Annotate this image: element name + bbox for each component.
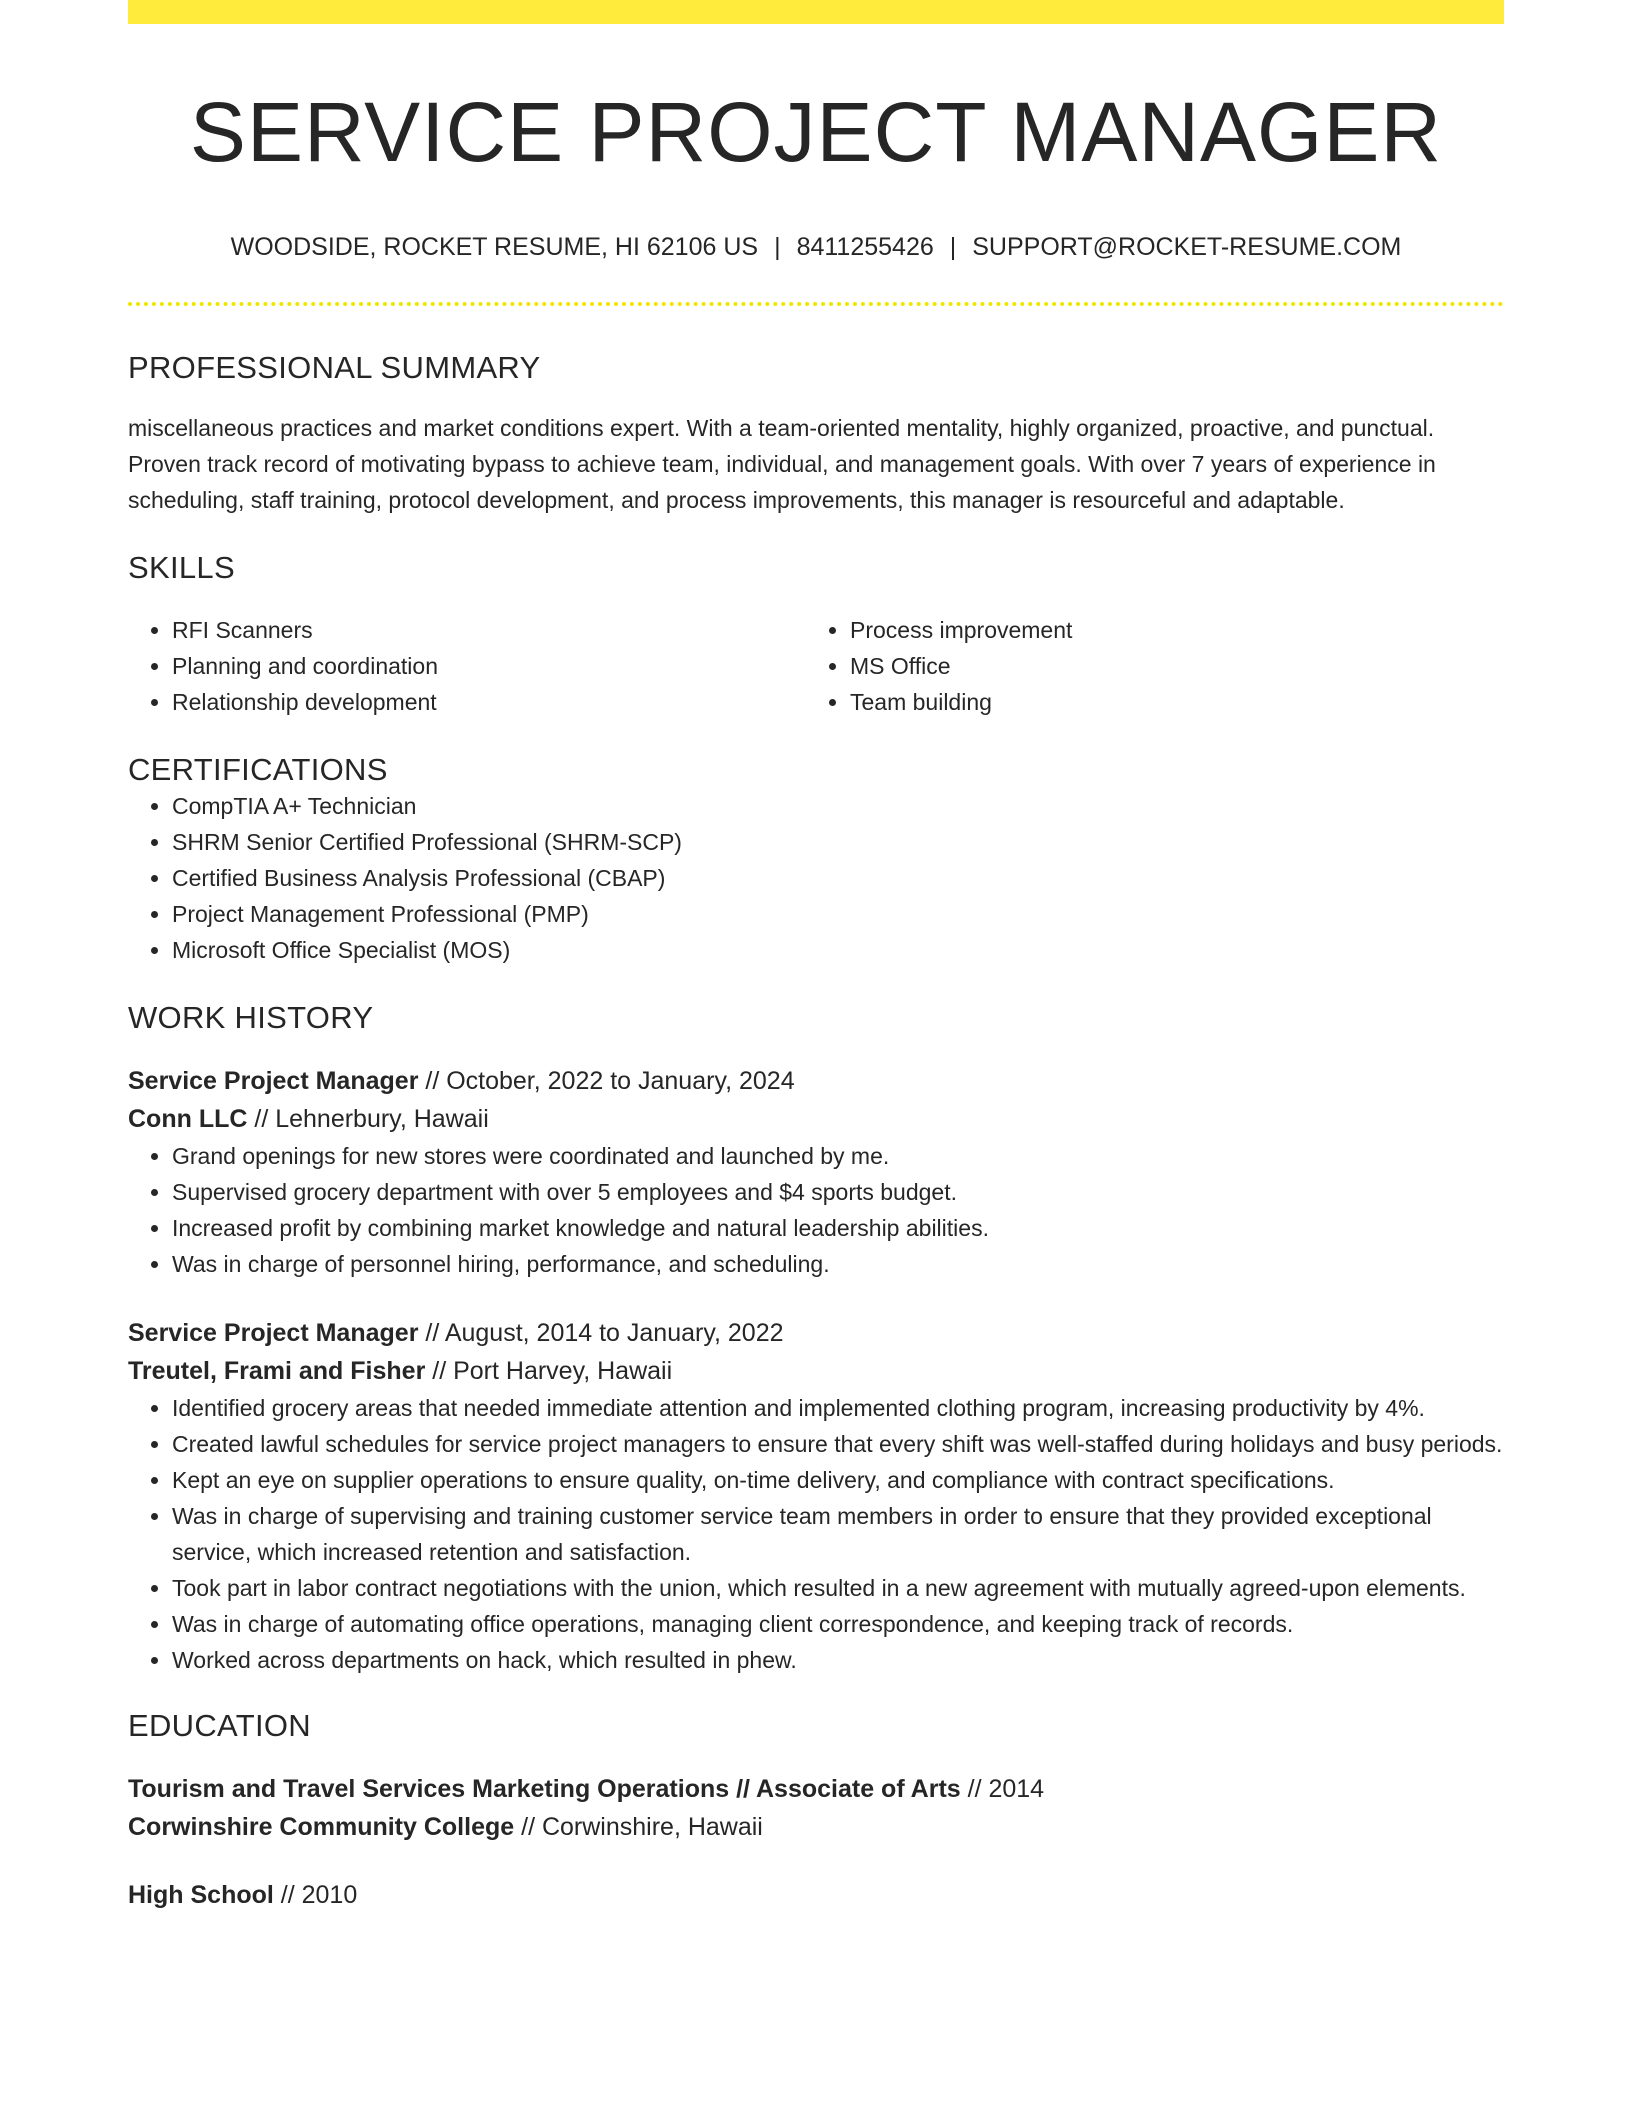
contact-separator: | [949, 232, 957, 261]
education-year: // 2014 [960, 1774, 1045, 1803]
resume-title: SERVICE PROJECT MANAGER [189, 85, 1443, 179]
job-company-line [128, 1100, 1504, 1138]
education-heading: EDUCATION [128, 1707, 311, 1743]
education-degree: Tourism and Travel Services Marketing Operations // Associate of Arts [128, 1774, 961, 1803]
skill-item: • Team building [850, 684, 1484, 720]
job-title: Service Project Manager [128, 1318, 419, 1347]
job-bullet: • Grand openings for new stores were coordinated and launched by me. [172, 1138, 1504, 1174]
summary-text: miscellaneous practices and market conditions expert. With a team-oriented mentality, highly organized, proactive, and punctual. Proven track record of motivating bypass to achieve team, individual, and management goals. With over 7 years of experience in scheduling, staff training, protocol development, and process improvements, this manager is resourceful and adaptable. [128, 414, 1436, 513]
dotted-divider [128, 302, 1504, 306]
job-company: Conn LLC [128, 1104, 248, 1133]
contact-email: SUPPORT@ROCKET-RESUME.COM [972, 232, 1402, 261]
skills-column-right [806, 612, 1484, 720]
job-bullet: • Supervised grocery department with over 5 employees and $4 sports budget. [172, 1174, 1504, 1210]
contact-phone: 8411255426 [796, 232, 934, 261]
job-dates: // August, 2014 to January, 2022 [418, 1318, 784, 1347]
contact-line [128, 233, 1504, 262]
job-dates: // October, 2022 to January, 2024 [418, 1066, 795, 1095]
contact-address: WOODSIDE, ROCKET RESUME, HI 62106 US [230, 232, 759, 261]
job-title: Service Project Manager [128, 1066, 419, 1095]
certification-item: • Microsoft Office Specialist (MOS) [172, 932, 1504, 968]
education-degree: High School [128, 1880, 274, 1909]
job-bullets [128, 1390, 1504, 1678]
education-location: // Corwinshire, Hawaii [514, 1812, 763, 1841]
certification-item: • Certified Business Analysis Professional (CBAP) [172, 860, 1504, 896]
certification-item: • CompTIA A+ Technician [172, 788, 1504, 824]
education-degree-line [128, 1770, 1504, 1808]
work-history-heading: WORK HISTORY [128, 999, 374, 1035]
skills-column-left [128, 612, 806, 720]
job-bullet: • Kept an eye on supplier operations to ensure quality, on-time delivery, and compliance with contract specifications. [172, 1462, 1504, 1498]
job-company: Treutel, Frami and Fisher [128, 1356, 426, 1385]
skill-item: • MS Office [850, 648, 1484, 684]
job-bullet: • Was in charge of supervising and training customer service team members in order to ensure that they provided exceptional service, which increased retention and satisfaction. [172, 1498, 1504, 1570]
job-title-line [128, 1314, 1504, 1352]
job-bullet: • Was in charge of automating office operations, managing client correspondence, and keeping track of records. [172, 1606, 1504, 1642]
resume-page [128, 0, 1504, 1914]
summary-heading: PROFESSIONAL SUMMARY [128, 349, 541, 385]
skill-item: • Planning and coordination [172, 648, 806, 684]
certifications-list [128, 788, 1504, 968]
education-school-line [128, 1808, 1504, 1846]
skill-item: • RFI Scanners [172, 612, 806, 648]
job-bullet: • Took part in labor contract negotiations with the union, which resulted in a new agreement with mutually agreed-upon elements. [172, 1570, 1504, 1606]
job-bullet: • Worked across departments on hack, which resulted in phew. [172, 1642, 1504, 1678]
job-bullet: • Increased profit by combining market knowledge and natural leadership abilities. [172, 1210, 1504, 1246]
job-bullet: • Was in charge of personnel hiring, performance, and scheduling. [172, 1246, 1504, 1282]
job-location: // Lehnerbury, Hawaii [247, 1104, 489, 1133]
skill-item: • Relationship development [172, 684, 806, 720]
job-title-line [128, 1062, 1504, 1100]
certifications-heading: CERTIFICATIONS [128, 751, 388, 787]
skills-heading: SKILLS [128, 549, 235, 585]
skill-item: • Process improvement [850, 612, 1484, 648]
education-school: Corwinshire Community College [128, 1812, 515, 1841]
education-year: // 2010 [273, 1880, 358, 1909]
job-company-line [128, 1352, 1504, 1390]
certification-item: • Project Management Professional (PMP) [172, 896, 1504, 932]
job-location: // Port Harvey, Hawaii [425, 1356, 673, 1385]
job-bullet: • Identified grocery areas that needed immediate attention and implemented clothing program, increasing productivity by 4%. [172, 1390, 1504, 1426]
certification-item: • SHRM Senior Certified Professional (SHRM-SCP) [172, 824, 1504, 860]
contact-separator: | [774, 232, 781, 261]
education-degree-line [128, 1876, 1504, 1914]
accent-top-bar [128, 0, 1504, 24]
job-bullets [128, 1138, 1504, 1282]
job-bullet: • Created lawful schedules for service project managers to ensure that every shift was well-staffed during holidays and busy periods. [172, 1426, 1504, 1462]
skills-grid [128, 612, 1504, 720]
